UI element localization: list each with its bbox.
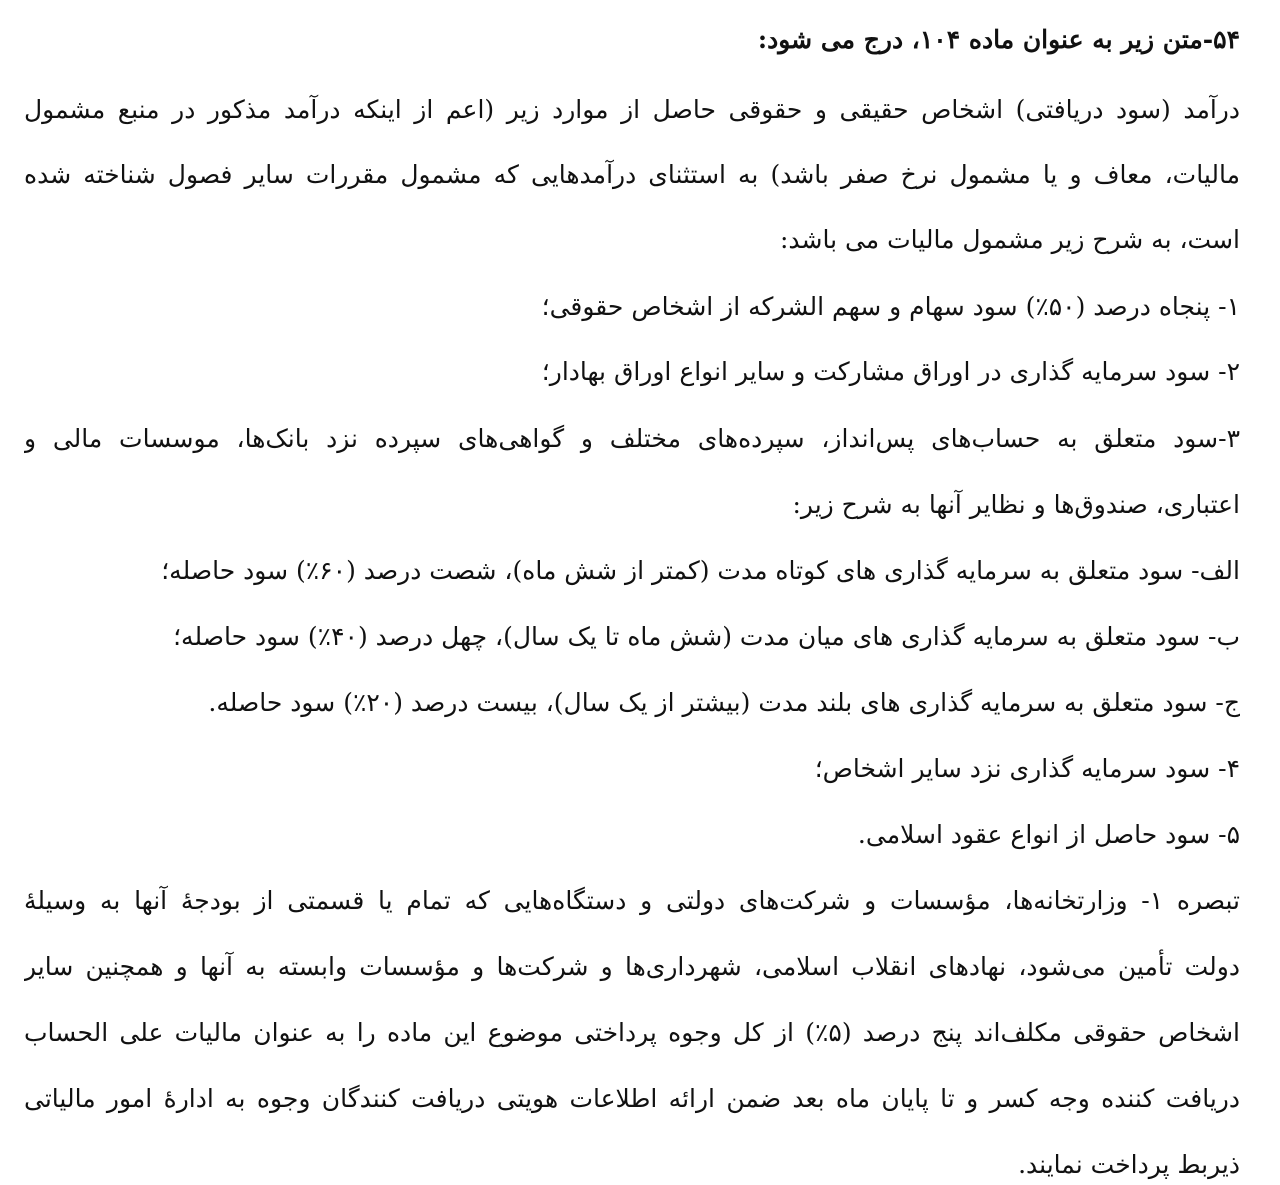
note-line-3: اشخاص حقوقی مکلف‌اند پنج درصد (۵٪) از کل وجوه پرداختی موضوع این ماده را به عنوان مالیات علی الحساب <box>24 1018 1240 1047</box>
list-item-4: ۴- سود سرمایه گذاری نزد سایر اشخاص؛ <box>814 754 1240 783</box>
note-line-1: تبصره ۱- وزارتخانه‌ها، مؤسسات و شرکت‌های دولتی و دستگاه‌هایی که تمام یا قسمتی از بودجهٔ آنها به وسیلهٔ <box>24 886 1240 915</box>
sub-item-b: ب- سود متعلق به سرمایه گذاری های میان مدت (شش ماه تا یک سال)، چهل درصد (۴۰٪) سود حاصله؛ <box>173 622 1240 651</box>
list-item-3-line-2: اعتباری، صندوق‌ها و نظایر آنها به شرح زیر: <box>792 490 1240 519</box>
intro-line-1: درآمد (سود دریافتی) اشخاص حقیقی و حقوقی حاصل از موارد زیر (اعم از اینکه درآمد مذکور در منبع مشمول <box>24 95 1240 124</box>
sub-item-a: الف- سود متعلق به سرمایه گذاری های کوتاه مدت (کمتر از شش ماه)، شصت درصد (۶۰٪) سود حاصله؛ <box>161 556 1240 585</box>
document-page <box>24 0 1240 1184</box>
intro-line-3: است، به شرح زیر مشمول مالیات می باشد: <box>779 225 1240 254</box>
intro-line-2: مالیات، معاف و یا مشمول نرخ صفر باشد) به استثنای درآمدهایی که مشمول مقررات سایر فصول شناخته شده <box>24 160 1240 189</box>
list-item-5: ۵- سود حاصل از انواع عقود اسلامی. <box>857 820 1240 849</box>
sub-item-c: ج- سود متعلق به سرمایه گذاری های بلند مدت (بیشتر از یک سال)، بیست درصد (۲۰٪) سود حاصله. <box>208 688 1240 717</box>
note-line-5: ذیربط پرداخت نمایند. <box>1018 1150 1240 1179</box>
list-item-2: ۲- سود سرمایه گذاری در اوراق مشارکت و سایر انواع اوراق بهادار؛ <box>541 357 1240 386</box>
note-line-2: دولت تأمین می‌شود، نهادهای انقلاب اسلامی، شهرداری‌ها و شرکت‌ها و مؤسسات وابسته به آنها و همچنین سایر <box>24 952 1240 981</box>
list-item-1: ۱- پنجاه درصد (۵۰٪) سود سهام و سهم الشرکه از اشخاص حقوقی؛ <box>541 292 1240 321</box>
note-line-4: دریافت کننده وجه کسر و تا پایان ماه بعد ضمن ارائه اطلاعات هویتی دریافت کنندگان وجوه به ادارهٔ امور مالیاتی <box>24 1084 1240 1113</box>
article-heading: ۵۴-متن زیر به عنوان ماده ۱۰۴، درج می شود: <box>757 25 1240 54</box>
list-item-3-line-1: ۳-سود متعلق به حساب‌های پس‌انداز، سپرده‌های مختلف و گواهی‌های سپرده نزد بانک‌ها، موسسات مالی و <box>24 424 1240 453</box>
